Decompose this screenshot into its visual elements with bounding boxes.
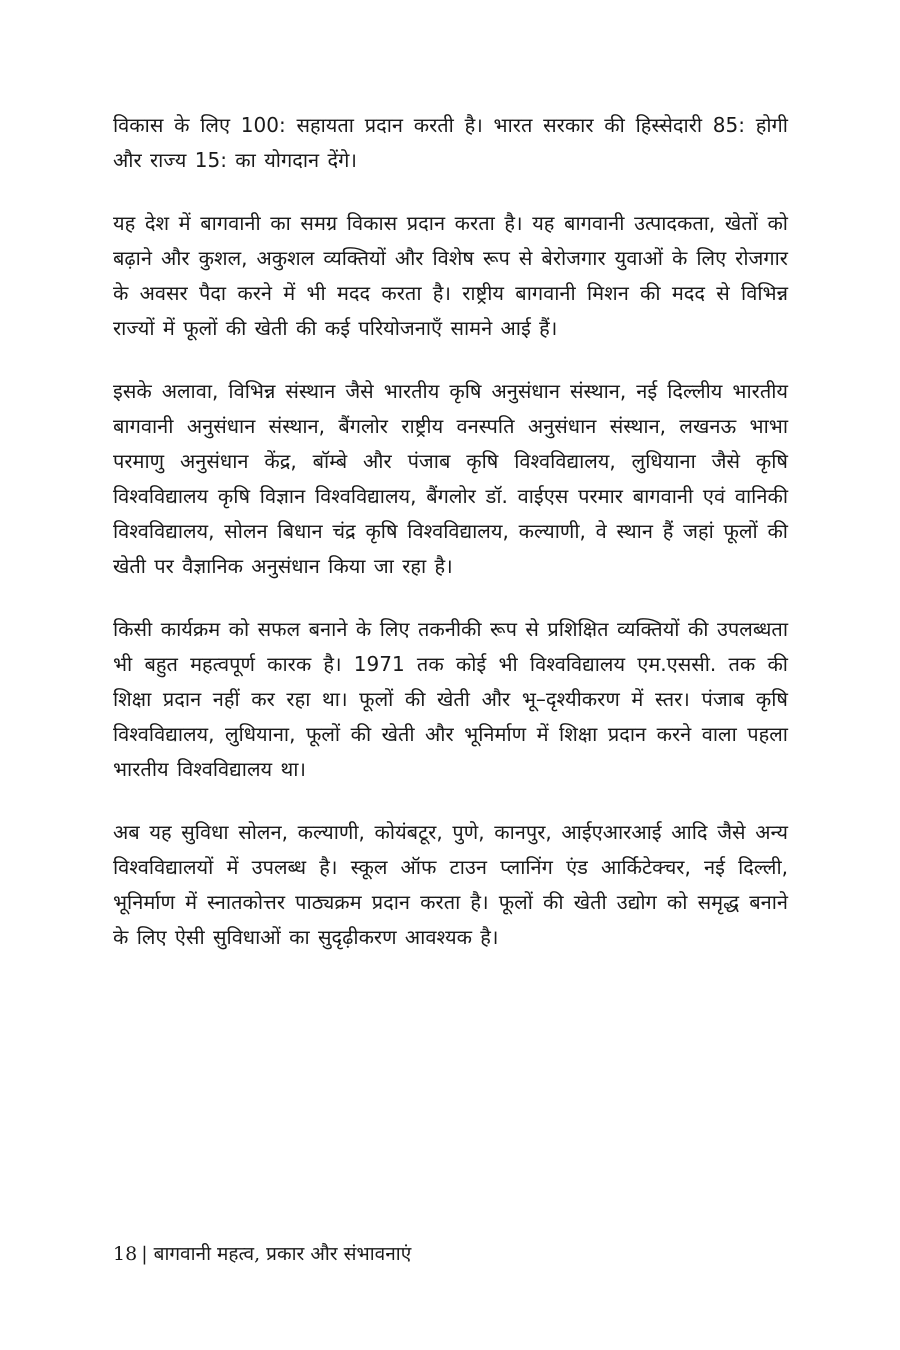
page-footer <box>113 1240 411 1266</box>
book-title: बागवानी महत्व, प्रकार और संभावनाएं <box>153 1243 412 1265</box>
paragraph-horticulture-development: यह देश में बागवानी का समग्र विकास प्रदान करता है। यह बागवानी उत्पादकता, खेतों को बढ़ाने और कुशल, अकुशल व्यक्तियों और विशेष रूप से बेरोजगार युवाओं के लिए रोजगार के अवसर पैदा करने में भी मदद करता है। राष्ट्रीय बागवानी मिशन की मदद से विभिन्न राज्यों में फूलों की खेती की कई परियोजनाएँ सामने आई हैं। <box>113 211 788 340</box>
page-body <box>113 108 788 983</box>
paragraph-facilities: अब यह सुविधा सोलन, कल्याणी, कोयंबटूर, पुणे, कानपुर, आईएआरआई आदि जैसे अन्य विश्वविद्यालयों में उपलब्ध है। स्कूल ऑफ टाउन प्लानिंग एंड आर्किटेक्चर, नई दिल्ली, भूनिर्माण में स्नातकोत्तर पाठ्यक्रम प्रदान करता है। फूलों की खेती उद्योग को समृद्ध बनाने के लिए ऐसी सुविधाओं का सुदृढ़ीकरण आवश्यक है। <box>113 820 788 949</box>
paragraph-trained-personnel: किसी कार्यक्रम को सफल बनाने के लिए तकनीकी रूप से प्रशिक्षित व्यक्तियों की उपलब्धता भी बहुत महत्वपूर्ण कारक है। 1971 तक कोई भी विश्वविद्यालय एम.एससी. तक की शिक्षा प्रदान नहीं कर रहा था। फूलों की खेती और भू–दृश्यीकरण में स्तर। पंजाब कृषि विश्वविद्यालय, लुधियाना, फूलों की खेती और भूनिर्माण में शिक्षा प्रदान करने वाला पहला भारतीय विश्वविद्यालय था। <box>113 617 788 781</box>
paragraph-funding: विकास के लिए 100: सहायता प्रदान करती है। भारत सरकार की हिस्सेदारी 85: होगी और राज्य 15: का योगदान देंगे। <box>113 113 788 172</box>
paragraph-research-institutes: इसके अलावा, विभिन्न संस्थान जैसे भारतीय कृषि अनुसंधान संस्थान, नई दिल्लीय भारतीय बागवानी अनुसंधान संस्थान, बैंगलोर राष्ट्रीय वनस्पति अनुसंधान संस्थान, लखनऊ भाभा परमाणु अनुसंधान केंद्र, बॉम्बे और पंजाब कृषि विश्वविद्यालय, लुधियाना जैसे कृषि विश्वविद्यालय कृषि विज्ञान विश्वविद्यालय, बैंगलोर डॉ. वाईएस परमार बागवानी एवं वानिकी विश्वविद्यालय, सोलन बिधान चंद्र कृषि विश्वविद्यालय, कल्याणी, वे स्थान हैं जहां फूलों की खेती पर वैज्ञानिक अनुसंधान किया जा रहा है। <box>113 379 788 578</box>
footer-separator: | <box>141 1243 148 1265</box>
page-number: 18 <box>113 1243 138 1265</box>
